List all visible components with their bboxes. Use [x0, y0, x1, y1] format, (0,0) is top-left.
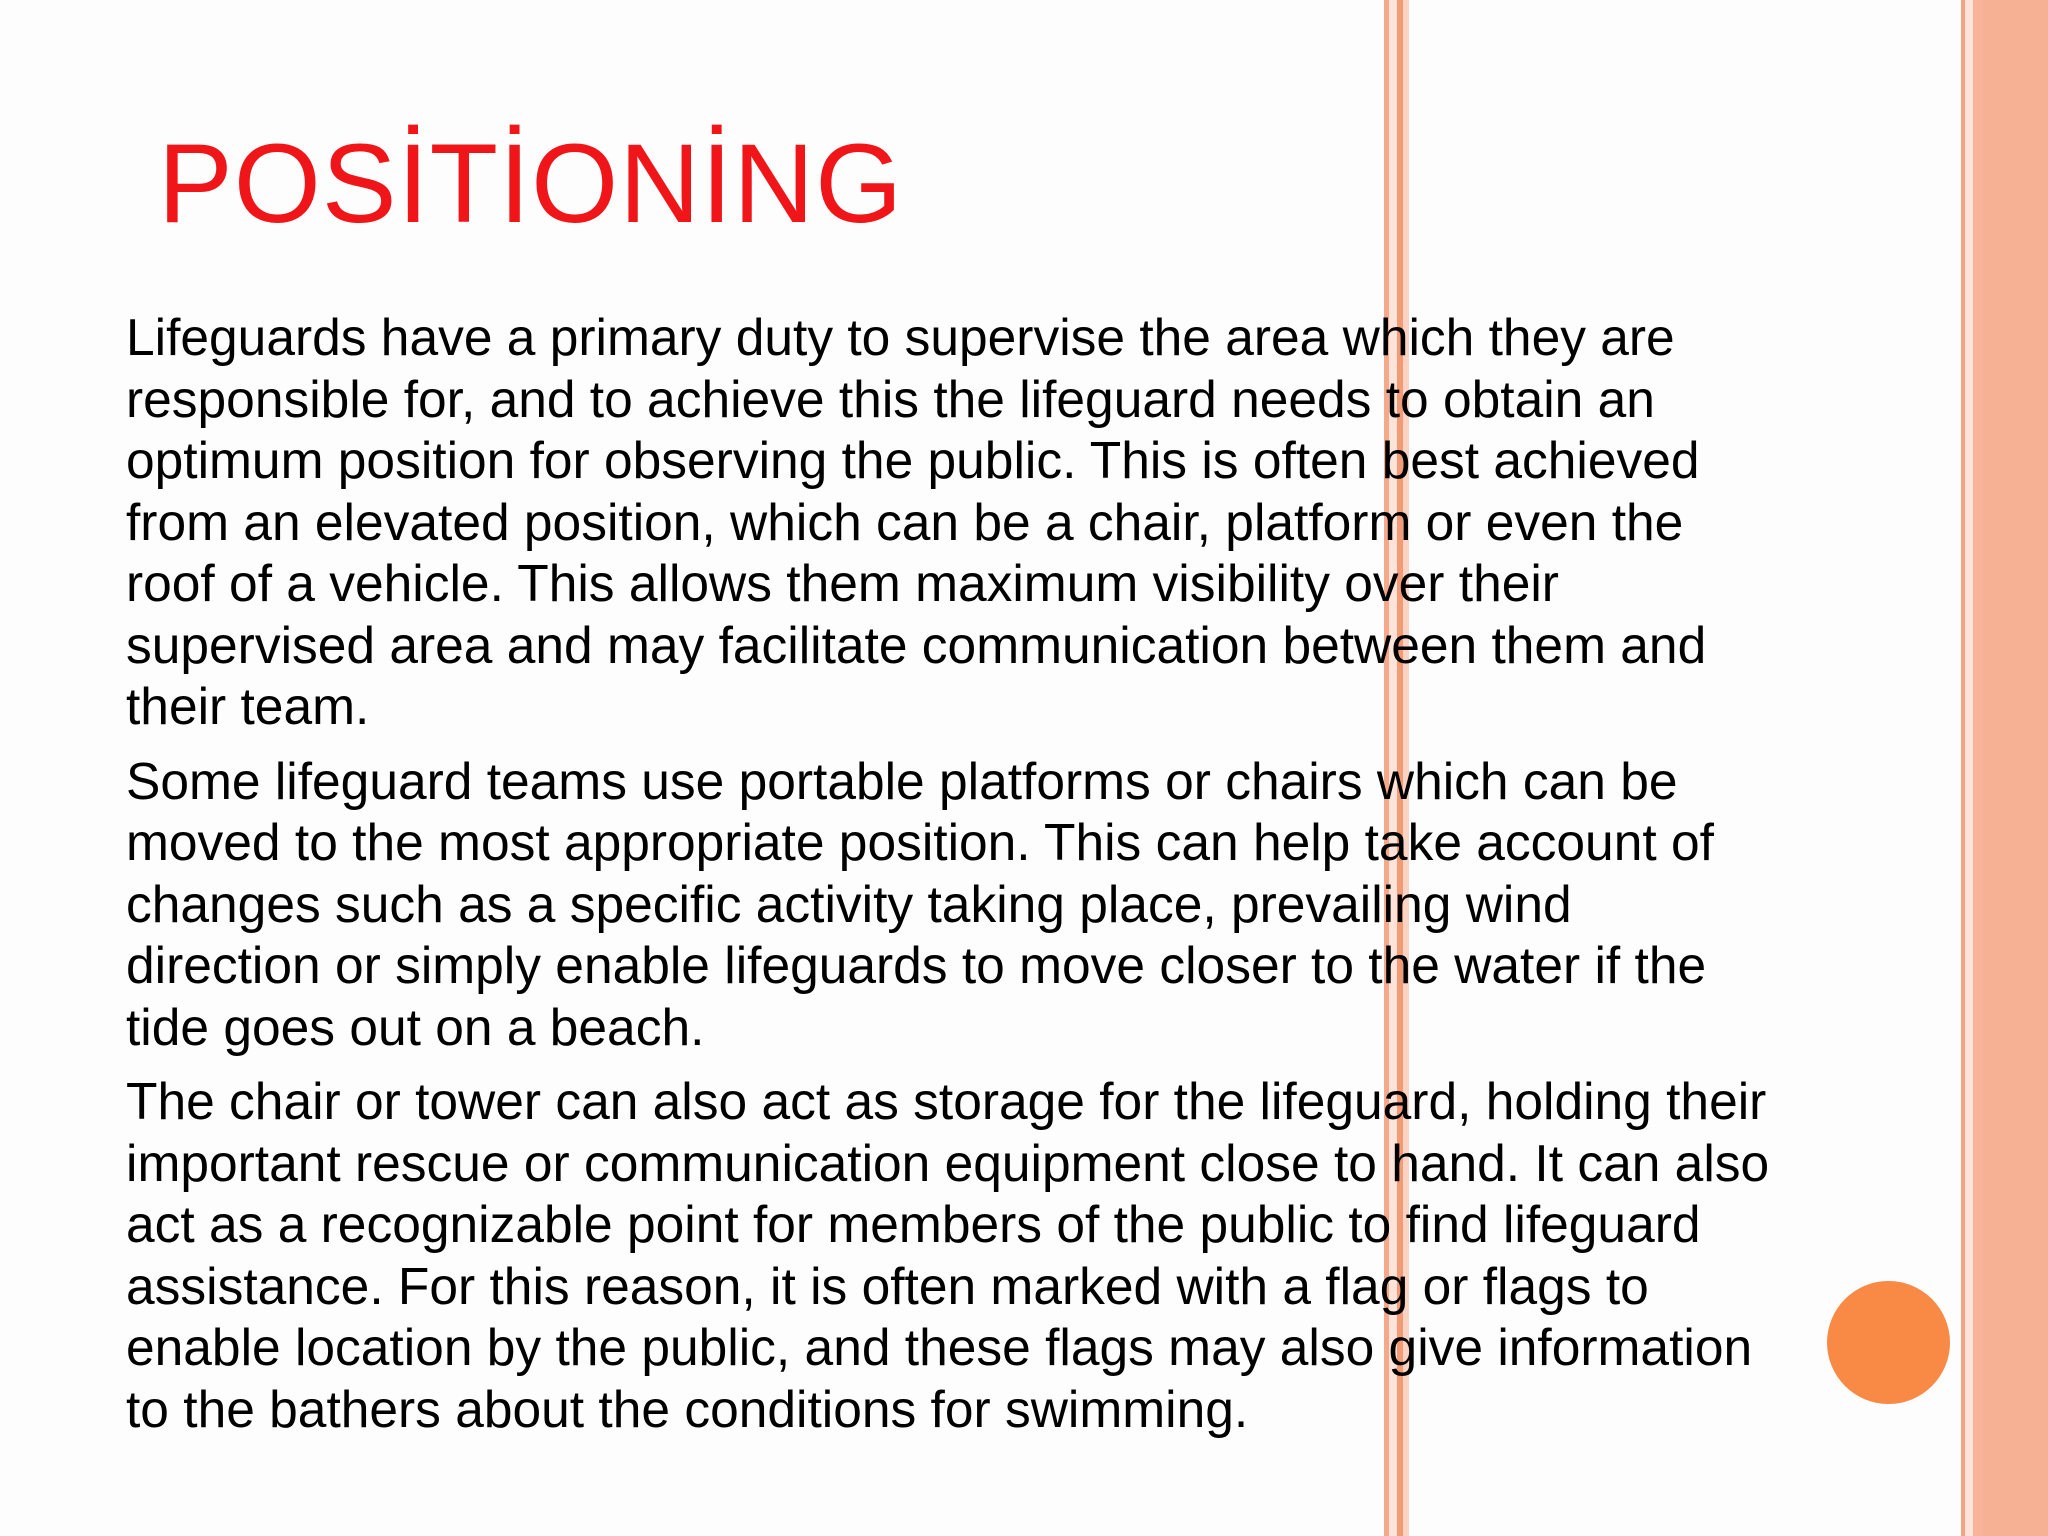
text-line: to the bathers about the conditions for swimming. — [126, 1379, 1249, 1438]
paragraph-1 — [126, 307, 1956, 738]
text-line: optimum position for observing the public. This is often best achieved — [126, 431, 1700, 489]
text-line: their team. — [126, 677, 370, 735]
text-line: enable location by the public, and these flags may also give information — [126, 1318, 1753, 1376]
text-line: Lifeguards have a primary duty to supervise the area which they are — [126, 308, 1675, 366]
text-line: changes such as a specific activity taking place, prevailing wind — [126, 874, 1572, 933]
text-line: roof of a vehicle. This allows them maximum visibility over their — [126, 554, 1559, 612]
text-line: responsible for, and to achieve this the lifeguard needs to obtain an — [126, 369, 1655, 428]
text-line: direction or simply enable lifeguards to move closer to the water if the — [126, 936, 1707, 994]
text-line: moved to the most appropriate position. This can help take account of — [126, 813, 1714, 871]
decorative-stripe — [1973, 0, 1983, 1536]
orange-circle-decoration — [1827, 1281, 1950, 1404]
text-line: The chair or tower can also act as storage for the lifeguard, holding their — [126, 1072, 1767, 1130]
text-line: tide goes out on a beach. — [126, 997, 705, 1056]
paragraph-3 — [126, 1071, 1956, 1440]
slide-body — [126, 307, 1956, 1453]
text-line: from an elevated position, which can be a chair, platform or even the — [126, 492, 1684, 551]
paragraph-2 — [126, 751, 1956, 1059]
text-line: assistance. For this reason, it is often marked with a flag or flags to — [126, 1256, 1649, 1315]
text-line: supervised area and may facilitate communication between them and — [126, 615, 1707, 674]
decorative-stripe — [1965, 0, 1973, 1536]
text-line: act as a recognizable point for members of the public to find lifeguard — [126, 1195, 1701, 1253]
text-line: important rescue or communication equipment close to hand. It can also — [126, 1133, 1770, 1192]
slide-title: POSİTİONİNG — [158, 121, 904, 246]
text-line: Some lifeguard teams use portable platforms or chairs which can be — [126, 751, 1678, 810]
decorative-side-band — [1983, 0, 2048, 1536]
